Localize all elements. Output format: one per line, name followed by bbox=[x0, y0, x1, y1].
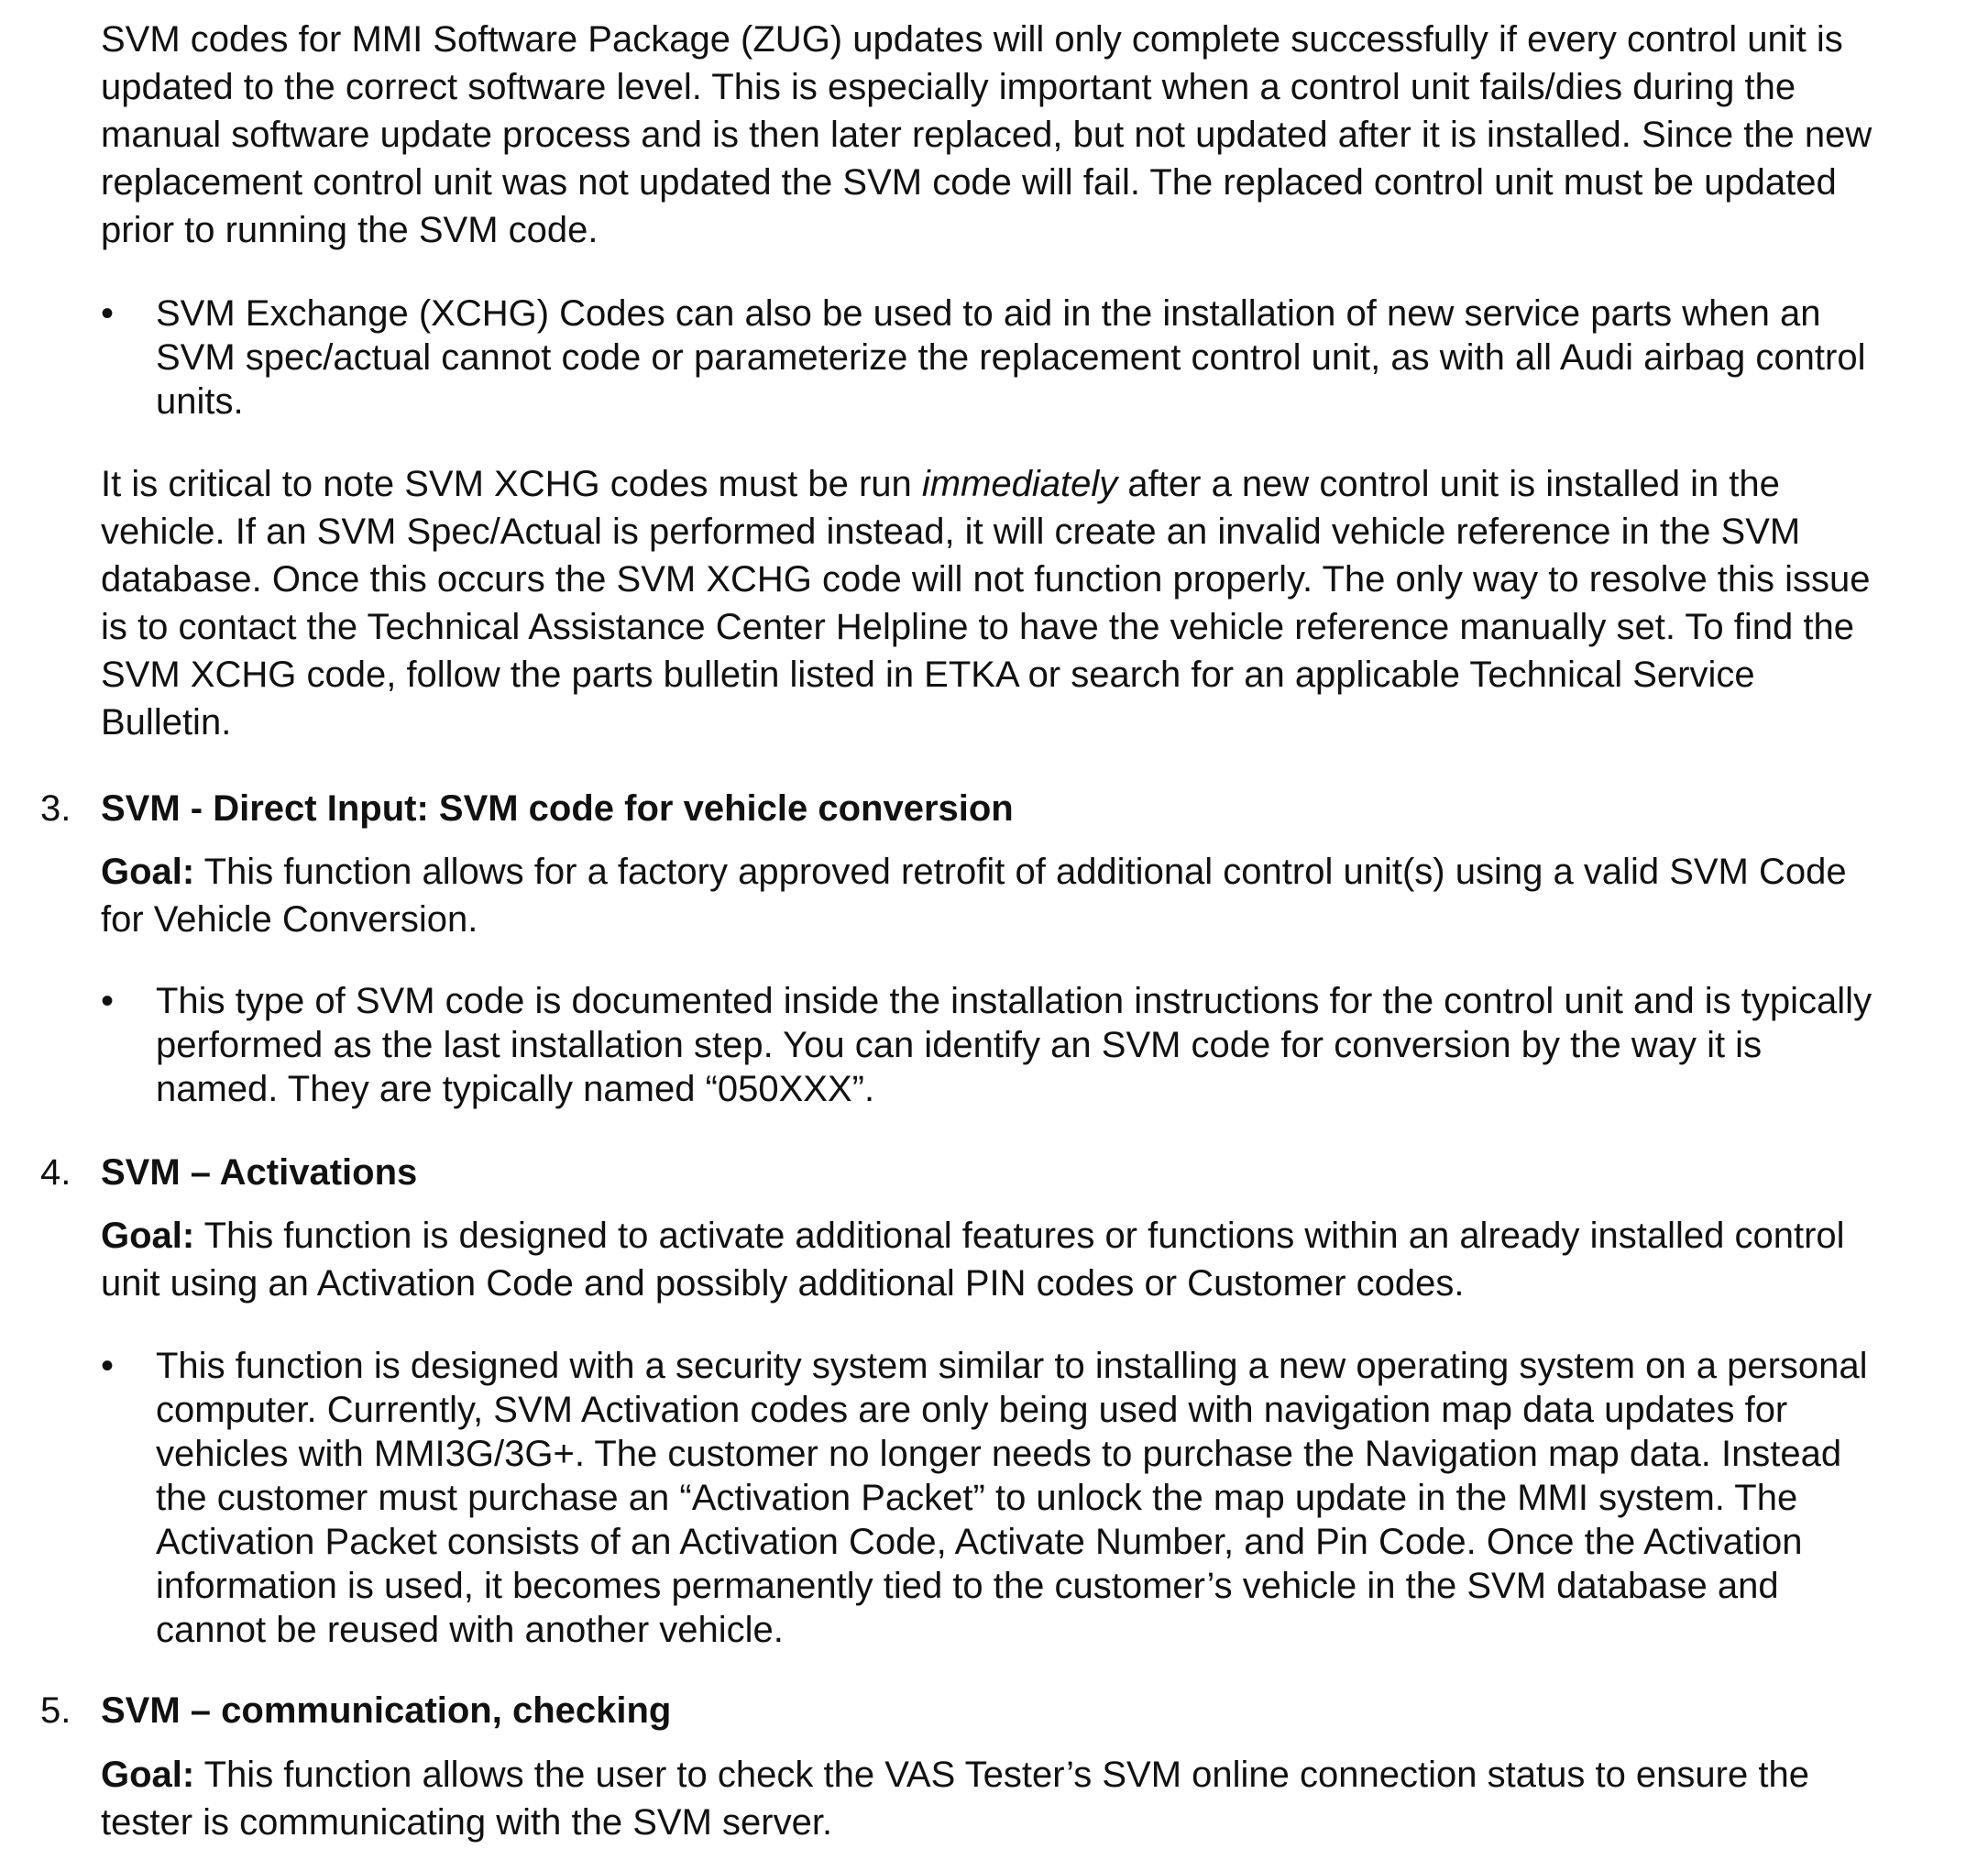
paragraph-line: updated to the correct software level. This is especially important when a control unit fails/dies during the bbox=[101, 67, 1796, 107]
text-segment: It is critical to note SVM XCHG codes must be run bbox=[101, 464, 922, 504]
paragraph-line: vehicle. If an SVM Spec/Actual is performed instead, it will create an invalid vehicle reference in the SVM bbox=[101, 512, 1801, 552]
paragraph-line: database. Once this occurs the SVM XCHG code will not function properly. The only way to resolve this issue bbox=[101, 559, 1871, 600]
goal-text: This function is designed to activate additional features or functions within an already installed control bbox=[194, 1216, 1845, 1256]
bullet-line: named. They are typically named “050XXX”. bbox=[156, 1069, 875, 1109]
paragraph-line: replacement control unit was not updated the SVM code will fail. The replaced control unit must be updated bbox=[101, 162, 1837, 203]
bullet-text bbox=[156, 292, 1865, 424]
paragraph-line bbox=[101, 460, 1971, 508]
bullet-line: cannot be reused with another vehicle. bbox=[156, 1610, 784, 1650]
section-title: SVM – communication, checking bbox=[101, 1690, 672, 1731]
section-number: 5. bbox=[40, 1690, 71, 1731]
bullet-marker: • bbox=[101, 1346, 115, 1386]
section-4-bullet bbox=[101, 1344, 1971, 1656]
section-4-goal bbox=[101, 1212, 1971, 1307]
bullet-marker: • bbox=[101, 293, 115, 334]
bullet-line: units. bbox=[156, 381, 244, 422]
paragraph-line: manual software update process and is then later replaced, but not updated after it is installed. Since the new bbox=[101, 115, 1873, 155]
goal-line bbox=[101, 1751, 1971, 1799]
intro-paragraph bbox=[101, 16, 1971, 254]
section-number: 4. bbox=[40, 1152, 71, 1193]
bullet-text bbox=[156, 1344, 1868, 1652]
goal-text: This function allows the user to check the VAS Tester’s SVM online connection status to ensure the bbox=[194, 1755, 1809, 1795]
goal-label: Goal: bbox=[101, 852, 195, 892]
bullet-line: This function is designed with a security system similar to installing a new operating system on a personal bbox=[156, 1346, 1868, 1386]
bullet-line: information is used, it becomes permanently tied to the customer’s vehicle in the SVM database and bbox=[156, 1566, 1779, 1606]
emphasis-text: immediately bbox=[921, 464, 1118, 504]
bullet-line: This type of SVM code is documented inside the installation instructions for the control unit and is typically bbox=[156, 981, 1873, 1021]
paragraph-line: SVM codes for MMI Software Package (ZUG) updates will only complete successfully if every control unit is bbox=[101, 19, 1843, 60]
goal-label: Goal: bbox=[101, 1216, 195, 1256]
bullet-text bbox=[156, 979, 1872, 1111]
section-3-goal bbox=[101, 848, 1971, 943]
section-number: 3. bbox=[40, 788, 71, 829]
section-title: SVM – Activations bbox=[101, 1152, 418, 1193]
goal-line: unit using an Activation Code and possibly additional PIN codes or Customer codes. bbox=[101, 1263, 1465, 1304]
goal-text: This function allows for a factory approved retrofit of additional control unit(s) using a valid SVM Code bbox=[194, 852, 1847, 892]
section-3-bullet bbox=[101, 979, 1971, 1117]
paragraph-line: is to contact the Technical Assistance Center Helpline to have the vehicle reference manually set. To find the bbox=[101, 607, 1854, 647]
paragraph-line: Bulletin. bbox=[101, 702, 232, 743]
goal-line bbox=[101, 848, 1971, 896]
bullet-line: SVM spec/actual cannot code or parameterize the replacement control unit, as with all Audi airbag control bbox=[156, 337, 1866, 378]
bullet-line: vehicles with MMI3G/3G+. The customer no longer needs to purchase the Navigation map data. Instead bbox=[156, 1434, 1842, 1474]
xchg-bullet bbox=[101, 292, 1971, 429]
goal-line: tester is communicating with the SVM server. bbox=[101, 1802, 833, 1843]
section-title: SVM - Direct Input: SVM code for vehicle conversion bbox=[101, 788, 1014, 829]
goal-line bbox=[101, 1212, 1971, 1260]
text-segment: after a new control unit is installed in the bbox=[1117, 464, 1780, 504]
bullet-line: SVM Exchange (XCHG) Codes can also be used to aid in the installation of new service parts when an bbox=[156, 293, 1821, 334]
paragraph-line: SVM XCHG code, follow the parts bulletin listed in ETKA or search for an applicable Technical Service bbox=[101, 655, 1755, 695]
goal-line: for Vehicle Conversion. bbox=[101, 899, 478, 940]
paragraph-line: prior to running the SVM code. bbox=[101, 210, 599, 250]
xchg-critical-paragraph bbox=[101, 460, 1971, 746]
goal-label: Goal: bbox=[101, 1755, 195, 1795]
bullet-line: Activation Packet consists of an Activation Code, Activate Number, and Pin Code. Once the Activation bbox=[156, 1522, 1803, 1562]
bullet-line: computer. Currently, SVM Activation codes are only being used with navigation map data updates for bbox=[156, 1390, 1788, 1430]
bullet-marker: • bbox=[101, 981, 115, 1021]
bullet-line: performed as the last installation step. You can identify an SVM code for conversion by the way it is bbox=[156, 1025, 1763, 1065]
section-5-goal bbox=[101, 1751, 1971, 1846]
bullet-line: the customer must purchase an “Activation Packet” to unlock the map update in the MMI system. The bbox=[156, 1478, 1798, 1518]
